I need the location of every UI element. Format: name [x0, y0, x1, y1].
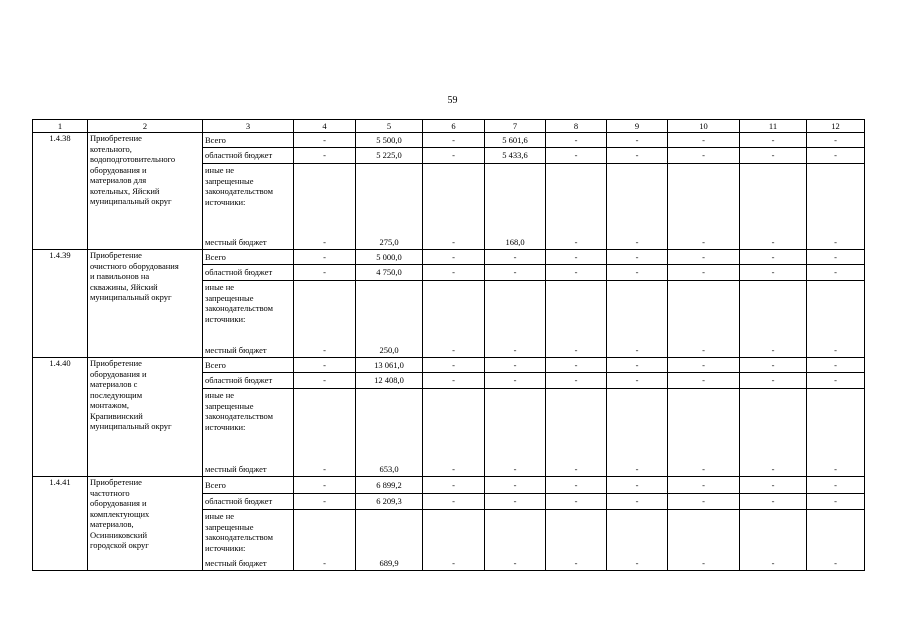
item-name-line: муниципальный округ — [90, 196, 172, 206]
label-regional: областной бюджет — [205, 496, 273, 507]
item-name-line: комплектующих — [90, 508, 150, 519]
value-cell: - — [807, 494, 865, 510]
item-name-line: муниципальный округ — [90, 292, 172, 302]
value-cell: - — [423, 164, 485, 250]
value-cell: - — [423, 494, 485, 510]
value-cell: - — [740, 148, 807, 164]
value-cell: - — [294, 477, 356, 494]
value-cell: - — [740, 281, 807, 358]
label-regional: областной бюджет — [205, 267, 273, 278]
value-cell: - — [668, 164, 740, 250]
item-name-line: материалов, — [90, 519, 134, 529]
label-local: местный бюджет — [205, 558, 267, 568]
item-name-line: Приобретение — [90, 477, 142, 487]
item-name-line: материалов с — [90, 379, 138, 389]
funding-source-label — [203, 265, 294, 281]
item-name-line: городской округ — [90, 540, 149, 550]
value-cell: 6 209,3 — [356, 494, 423, 510]
value-cell: - — [294, 133, 356, 148]
value-cell: - — [423, 477, 485, 494]
value-cell: - — [807, 477, 865, 494]
value-cell: - — [668, 477, 740, 494]
value-cell: 5 500,0 — [356, 133, 423, 148]
value-cell: - — [807, 389, 865, 477]
header-cell: 6 — [423, 120, 485, 133]
value-cell: - — [423, 510, 485, 571]
label-other-line: источники: — [205, 542, 246, 553]
value-cell: - — [485, 389, 546, 477]
value-cell: - — [607, 510, 668, 571]
value-cell: - — [423, 373, 485, 389]
header-cell: 12 — [807, 120, 865, 133]
value-cell: - — [668, 373, 740, 389]
item-name-line: частотного — [90, 487, 130, 498]
label-total: Всего — [205, 134, 226, 145]
value-cell: - — [485, 477, 546, 494]
item-name-line: котельного, — [90, 143, 132, 154]
value-cell: - — [423, 250, 485, 265]
value-cell: - — [294, 164, 356, 250]
value-cell: - — [807, 373, 865, 389]
value-cell: - — [740, 133, 807, 148]
value-cell: - — [807, 281, 865, 358]
value-cell: - — [546, 477, 607, 494]
value-cell: - — [294, 510, 356, 571]
value-cell: - — [294, 389, 356, 477]
value-cell: - — [607, 389, 668, 477]
table-row — [33, 358, 865, 373]
value-cell: - — [807, 133, 865, 148]
value-cell: - — [546, 133, 607, 148]
value-cell: - — [546, 494, 607, 510]
item-name-line: котельных, Яйский — [90, 185, 160, 196]
value-cell: - — [546, 510, 607, 571]
value-cell: - — [740, 250, 807, 265]
value-cell: - — [668, 510, 740, 571]
value-cell: - — [740, 265, 807, 281]
value-cell: - — [294, 373, 356, 389]
item-name-line: очистного оборудования — [90, 260, 179, 271]
label-local: местный бюджет — [205, 464, 267, 474]
value-cell: - — [546, 358, 607, 373]
value-cell: - — [740, 510, 807, 571]
label-other-line: иные не — [205, 282, 235, 292]
value-cell: - — [668, 148, 740, 164]
value-cell: - — [423, 265, 485, 281]
value-cell: - — [740, 494, 807, 510]
value-cell: - — [294, 281, 356, 358]
value-cell: 5 433,6 — [485, 148, 546, 164]
label-other-line: иные не — [205, 511, 235, 521]
header-cell: 9 — [607, 120, 668, 133]
value-cell: - — [668, 494, 740, 510]
item-name-line: и павильонов на — [90, 271, 150, 281]
item-name-line: муниципальный округ — [90, 421, 172, 431]
label-other-line: иные не — [205, 165, 235, 175]
value-cell: - — [668, 389, 740, 477]
value-cell: 250,0 — [356, 281, 423, 358]
header-cell: 4 — [294, 120, 356, 133]
item-number: 1.4.38 — [33, 133, 88, 250]
item-name-line: монтажом, — [90, 400, 130, 410]
funding-source-label — [203, 358, 294, 373]
value-cell: - — [294, 265, 356, 281]
item-number: 1.4.41 — [33, 477, 88, 571]
label-total: Всего — [205, 359, 226, 370]
value-cell: 168,0 — [485, 164, 546, 250]
value-cell: 4 750,0 — [356, 265, 423, 281]
table-row — [33, 250, 865, 265]
value-cell: - — [607, 477, 668, 494]
value-cell: - — [546, 389, 607, 477]
item-name — [88, 133, 203, 250]
funding-source-label — [203, 510, 294, 571]
table-row — [33, 477, 865, 494]
header-cell: 7 — [485, 120, 546, 133]
label-other-line: источники: — [205, 196, 246, 207]
funding-source-label — [203, 373, 294, 389]
item-name-line: последующим — [90, 389, 143, 400]
value-cell: - — [485, 358, 546, 373]
item-name-line: оборудования и — [90, 164, 147, 175]
value-cell: - — [807, 164, 865, 250]
label-other-line: законодательством — [205, 303, 274, 313]
value-cell: - — [807, 148, 865, 164]
value-cell: - — [807, 250, 865, 265]
value-cell: 6 899,2 — [356, 477, 423, 494]
funding-source-label — [203, 250, 294, 265]
value-cell: - — [607, 494, 668, 510]
value-cell: - — [807, 358, 865, 373]
label-other-line: запрещенные — [205, 521, 254, 532]
funding-source-label — [203, 494, 294, 510]
funding-source-label — [203, 281, 294, 358]
item-name-line: Крапивинский — [90, 410, 143, 421]
value-cell: - — [607, 133, 668, 148]
header-cell: 5 — [356, 120, 423, 133]
value-cell: - — [485, 373, 546, 389]
value-cell: - — [423, 148, 485, 164]
value-cell: - — [546, 373, 607, 389]
value-cell: - — [485, 265, 546, 281]
item-number: 1.4.40 — [33, 358, 88, 477]
value-cell: - — [668, 250, 740, 265]
value-cell: - — [423, 389, 485, 477]
funding-source-label — [203, 389, 294, 477]
value-cell: - — [607, 250, 668, 265]
page-number: 59 — [447, 95, 458, 106]
item-name-line: материалов для — [90, 175, 147, 185]
value-cell: - — [740, 389, 807, 477]
value-cell: - — [807, 510, 865, 571]
value-cell: - — [546, 265, 607, 281]
value-cell: 689,9 — [356, 510, 423, 571]
value-cell: 12 408,0 — [356, 373, 423, 389]
value-cell: - — [485, 281, 546, 358]
value-cell: - — [485, 250, 546, 265]
item-name — [88, 477, 203, 571]
value-cell: 5 601,6 — [485, 133, 546, 148]
label-local: местный бюджет — [205, 237, 267, 247]
value-cell: - — [485, 494, 546, 510]
value-cell: - — [423, 133, 485, 148]
label-other-line: запрещенные — [205, 292, 254, 303]
label-other-line: законодательством — [205, 186, 274, 196]
value-cell: - — [607, 148, 668, 164]
value-cell: - — [294, 494, 356, 510]
value-cell: - — [607, 373, 668, 389]
header-cell: 10 — [668, 120, 740, 133]
header-row — [33, 120, 865, 133]
label-regional: областной бюджет — [205, 150, 273, 161]
table-row — [33, 133, 865, 148]
table-body — [33, 120, 865, 571]
value-cell: - — [668, 281, 740, 358]
value-cell: - — [607, 164, 668, 250]
item-name — [88, 250, 203, 358]
funding-source-label — [203, 477, 294, 494]
value-cell: - — [546, 164, 607, 250]
value-cell: - — [668, 265, 740, 281]
value-cell: - — [740, 164, 807, 250]
value-cell: 5 225,0 — [356, 148, 423, 164]
label-other-line: источники: — [205, 313, 246, 324]
value-cell: - — [546, 250, 607, 265]
item-name-line: Приобретение — [90, 133, 142, 143]
item-name — [88, 358, 203, 477]
item-name-line: Приобретение — [90, 358, 142, 368]
label-other-line: законодательством — [205, 532, 274, 542]
value-cell: - — [607, 265, 668, 281]
value-cell: - — [668, 133, 740, 148]
header-cell: 2 — [88, 120, 203, 133]
label-local: местный бюджет — [205, 345, 267, 355]
label-other-line: запрещенные — [205, 175, 254, 186]
header-cell: 11 — [740, 120, 807, 133]
value-cell: - — [294, 358, 356, 373]
label-total: Всего — [205, 479, 226, 490]
funding-source-label — [203, 133, 294, 148]
item-name-line: водоподготовительного — [90, 154, 176, 164]
value-cell: - — [668, 358, 740, 373]
value-cell: - — [423, 281, 485, 358]
label-regional: областной бюджет — [205, 375, 273, 386]
value-cell: - — [740, 358, 807, 373]
item-number: 1.4.39 — [33, 250, 88, 358]
value-cell: - — [294, 148, 356, 164]
funding-source-label — [203, 164, 294, 250]
label-other-line: законодательством — [205, 411, 274, 421]
item-name-line: Приобретение — [90, 250, 142, 260]
label-other-line: источники: — [205, 421, 246, 432]
label-other-line: запрещенные — [205, 400, 254, 411]
item-name-line: оборудования и — [90, 368, 147, 379]
value-cell: - — [740, 477, 807, 494]
value-cell: 13 061,0 — [356, 358, 423, 373]
value-cell: - — [546, 148, 607, 164]
value-cell: - — [423, 358, 485, 373]
value-cell: - — [807, 265, 865, 281]
header-cell: 3 — [203, 120, 294, 133]
item-name-line: оборудования и — [90, 498, 147, 508]
value-cell: 5 000,0 — [356, 250, 423, 265]
funding-source-label — [203, 148, 294, 164]
label-total: Всего — [205, 251, 226, 262]
value-cell: - — [607, 358, 668, 373]
value-cell: - — [546, 281, 607, 358]
value-cell: 653,0 — [356, 389, 423, 477]
header-cell: 8 — [546, 120, 607, 133]
value-cell: - — [740, 373, 807, 389]
value-cell: 275,0 — [356, 164, 423, 250]
value-cell: - — [294, 250, 356, 265]
item-name-line: скважины, Яйский — [90, 281, 158, 292]
header-cell: 1 — [33, 120, 88, 133]
budget-table — [32, 119, 865, 571]
value-cell: - — [607, 281, 668, 358]
label-other-line: иные не — [205, 390, 235, 400]
value-cell: - — [485, 510, 546, 571]
item-name-line: Осинниковский — [90, 529, 148, 540]
